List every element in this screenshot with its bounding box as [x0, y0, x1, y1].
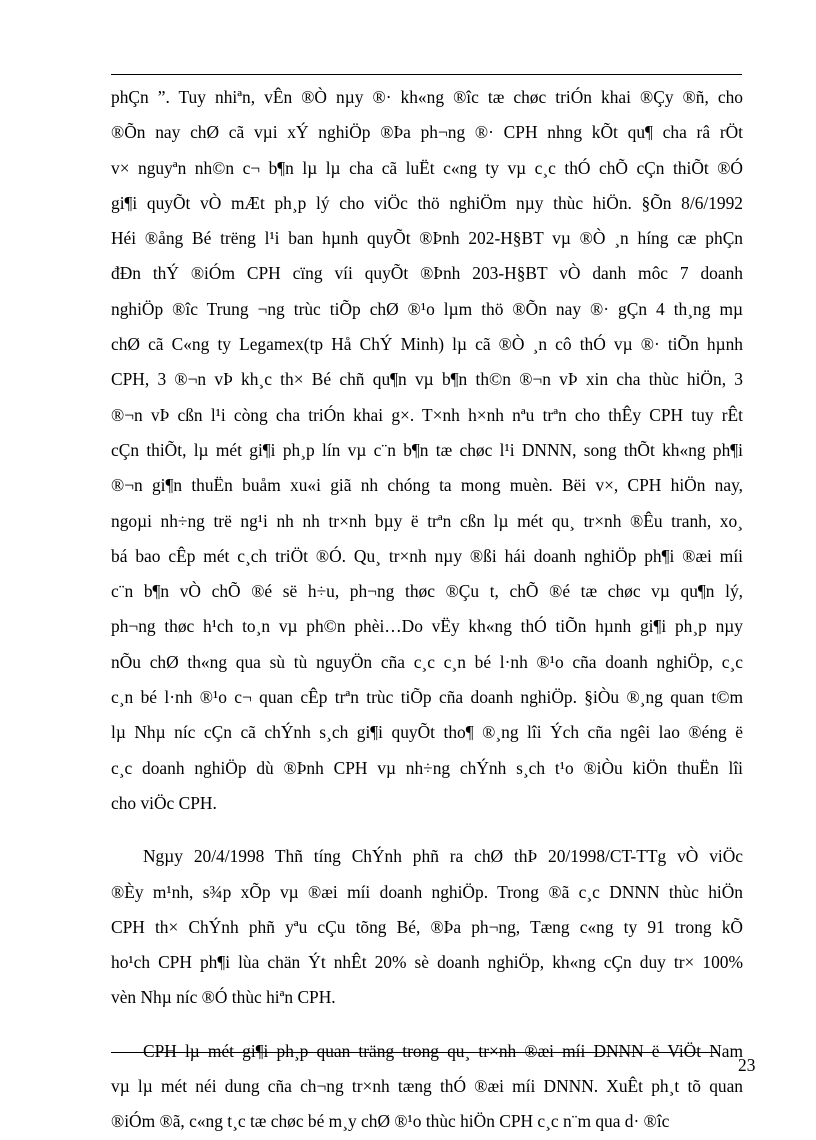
- text-line: ®¬n vÞ cßn l¹i còng cha triÓn khai g×. T×nh h×nh nªu trªn cho thÊy CPH tuy rÊt: [111, 404, 743, 425]
- text-line: lµ Nhµ níc cÇn cã chÝnh s¸ch gi¶i quyÕt tho¶ ®¸ng lîi Ých cña ngêi lao ®éng ë: [111, 722, 743, 743]
- paragraph-1: [111, 80, 743, 821]
- text-line: Ngµy 20/4/1998 Thñ tíng ChÝnh phñ ra chØ thÞ 20/1998/CT-TTg vÒ viÖc: [143, 846, 743, 867]
- text-line: ®Õn nay chØ cã vµi xÝ nghiÖp ®Þa ph¬ng ®· CPH nhng kÕt qu¶ cha râ rÖt: [111, 122, 743, 143]
- text-line: CPH th× ChÝnh phñ yªu cÇu tõng Bé, ®Þa ph¬ng, Tæng c«ng ty 91 trong kÕ: [111, 916, 743, 937]
- text-line: vµ lµ mét néi dung cña ch¬ng tr×nh tæng thÓ ®æi míi DNNN. XuÊt ph¸t tõ quan: [111, 1076, 743, 1097]
- text-line: cho viÖc CPH.: [111, 792, 217, 813]
- footer-rule: [111, 1052, 718, 1053]
- paragraph-2: [111, 839, 743, 1015]
- text-line: v× nguyªn nh©n c¬ b¶n lµ lµ cha cã luËt c«ng ty vµ c¸c thÓ chÕ cÇn thiÕt ®Ó: [111, 157, 743, 178]
- text-line: bá bao cÊp mét c¸ch triÖt ®Ó. Qu¸ tr×nh nµy ®ßi hái doanh nghiÖp ph¶i ®æi míi: [111, 545, 743, 566]
- text-line: chØ cã C«ng ty Legamex(tp Hå ChÝ Minh) lµ cã ®Ò ¸n cô thÓ vµ ®· tiÕn hµnh: [111, 334, 743, 355]
- text-line: ®Èy m¹nh, s¾p xÕp vµ ®æi míi doanh nghiÖp. Trong ®ã c¸c DNNN thùc hiÖn: [111, 881, 743, 902]
- paragraph-gap: [111, 1016, 743, 1034]
- text-line: c¨n b¶n vÒ chÕ ®é së h÷u, ph¬ng thøc ®Çu t, chÕ ®é tæ chøc vµ qu¶n lý,: [111, 581, 743, 602]
- page-number: 23: [738, 1055, 756, 1075]
- text-line: ngoµi nh÷ng trë ng¹i nh nh tr×nh bµy ë trªn cßn lµ mét qu¸ tr×nh ®Êu tranh, xo¸: [111, 510, 743, 531]
- text-line: c¸c doanh nghiÖp dù ®Þnh CPH vµ nh÷ng chÝnh s¸ch t¹o ®iÒu kiÖn thuËn lîi: [111, 757, 743, 778]
- text-line: Héi ®ång Bé trëng l¹i ban hµnh quyÕt ®Þnh 202-H§BT vµ ®Ò ¸n híng cæ phÇn: [111, 228, 743, 249]
- paragraph-3: [111, 1034, 743, 1140]
- text-line: đÐn thÝ ®iÓm CPH cïng víi quyÕt ®Þnh 203-H§BT vÒ danh môc 7 doanh: [111, 263, 743, 284]
- text-line: ho¹ch CPH ph¶i lùa chän Ýt nhÊt 20% sè doanh nghiÖp, kh«ng cÇn duy tr× 100%: [111, 952, 743, 973]
- text-line: cÇn thiÕt, lµ mét gi¶i ph¸p lín vµ c¨n b¶n tæ chøc l¹i DNNN, song thÕt kh«ng ph¶i: [111, 439, 743, 460]
- text-line: ®¬n gi¶n thuËn buåm xu«i giã nh chóng ta mong muèn. Bëi v×, CPH hiÖn nay,: [111, 475, 743, 496]
- text-line: nghiÖp ®îc Trung ¬ng trùc tiÕp chØ ®¹o lµm thö ®Õn nay ®· gÇn 4 th¸ng mµ: [111, 298, 743, 319]
- text-line: CPH, 3 ®¬n vÞ kh¸c th× Bé chñ qu¶n vµ b¶n th©n ®¬n vÞ xin cha thùc hiÖn, 3: [111, 369, 743, 390]
- text-line: ph¬ng thøc h¹ch to¸n vµ ph©n phèi…Do vËy kh«ng thÓ tiÕn hµnh gi¶i ph¸p nµy: [111, 616, 743, 637]
- document-body: [111, 80, 743, 1140]
- text-line: gi¶i quyÕt vÒ mÆt ph¸p lý cho viÖc thö nghiÖm nµy thùc hiÖn. §Õn 8/6/1992: [111, 192, 743, 213]
- text-line: ®iÓm ®ã, c«ng t¸c tæ chøc bé m¸y chØ ®¹o thùc hiÖn CPH c¸c n¨m qua d· ®îc: [111, 1111, 670, 1132]
- text-line: vèn Nhµ níc ®Ó thùc hiªn CPH.: [111, 987, 336, 1008]
- paragraph-gap: [111, 821, 743, 839]
- text-line: c¸n bé l·nh ®¹o c¬ quan cÊp trªn trùc tiÕp cña doanh nghiÖp. §iÒu ®¸ng quan t©m: [111, 687, 743, 708]
- text-line: nÕu chØ th«ng qua sù tù nguyÖn cña c¸c c¸n bé l·nh ®¹o cña doanh nghiÖp, c¸c: [111, 651, 743, 672]
- header-rule: [111, 74, 742, 75]
- text-line: CPH lµ mét gi¶i ph¸p quan träng trong qu¸ tr×nh ®æi míi DNNN ë ViÖt Nam: [143, 1040, 743, 1061]
- text-line: phÇn ”. Tuy nhiªn, vÊn ®Ò nµy ®· kh«ng ®îc tæ chøc triÓn khai ®Çy ®ñ, cho: [111, 87, 743, 107]
